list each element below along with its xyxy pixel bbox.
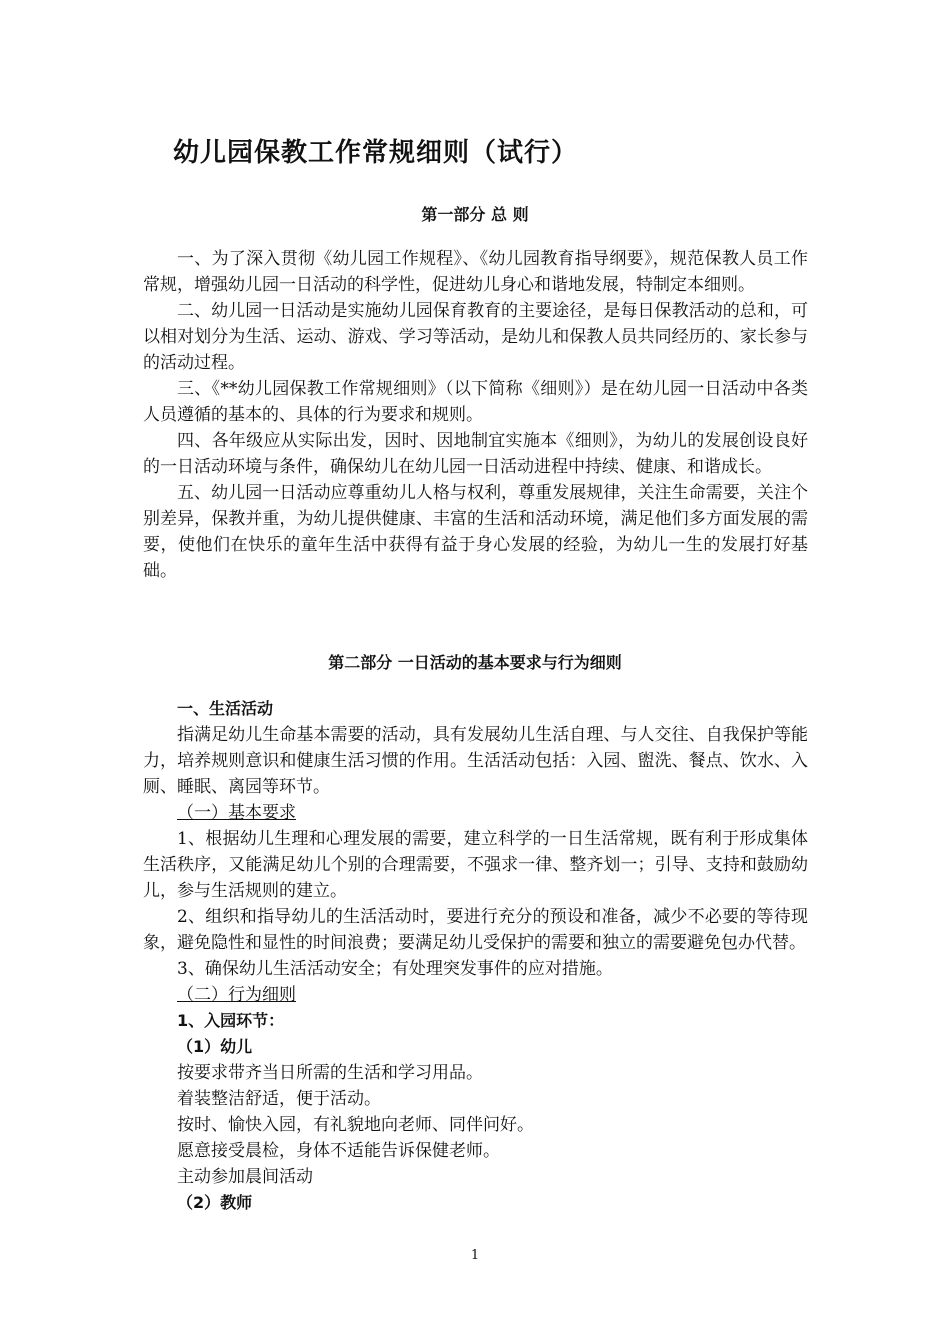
list-item: 主动参加晨间活动: [177, 1167, 313, 1187]
part1-body: [143, 246, 808, 584]
list-item: 着装整洁舒适，便于活动。: [177, 1089, 381, 1109]
paragraph: 2、组织和指导幼儿的生活活动时，要进行充分的预设和准备，减少不必要的等待现象，避免隐性和显性的时间浪费；要满足幼儿受保护的需要和独立的需要避免包办代替。: [143, 907, 808, 953]
subsection-title: （二）行为细则: [177, 985, 296, 1005]
list-item: 按要求带齐当日所需的生活和学习用品。: [177, 1063, 483, 1083]
subsection-title: （一）基本要求: [177, 803, 296, 823]
section-title: 一、生活活动: [177, 699, 274, 718]
paragraph: 一、为了深入贯彻《幼儿园工作规程》、《幼儿园教育指导纲要》，规范保教人员工作常规，增强幼儿园一日活动的科学性，促进幼儿身心和谐地发展，特制定本细则。: [143, 249, 808, 295]
list-item: 愿意接受晨检，身体不适能告诉保健老师。: [177, 1141, 500, 1161]
paragraph: 三、《**幼儿园保教工作常规细则》（以下简称《细则》）是在幼儿园一日活动中各类人员遵循的基本的、具体的行为要求和规则。: [143, 379, 808, 425]
paragraph: 1、根据幼儿生理和心理发展的需要，建立科学的一日生活常规，既有利于形成集体生活秩序，又能满足幼儿个别的合理需要，不强求一律、整齐划一；引导、支持和鼓励幼儿，参与生活规则的建立。: [143, 829, 808, 901]
part1-heading: 第一部分 总 则: [421, 205, 529, 224]
item-title: 1、入园环节：: [177, 1011, 285, 1030]
item-subtitle: （1）幼儿: [177, 1037, 253, 1056]
part2-body: [143, 696, 808, 1216]
paragraph: 二、幼儿园一日活动是实施幼儿园保育教育的主要途径，是每日保教活动的总和，可以相对划分为生活、运动、游戏、学习等活动，是幼儿和保教人员共同经历的、家长参与的活动过程。: [143, 301, 808, 373]
paragraph: 指满足幼儿生命基本需要的活动，具有发展幼儿生活自理、与人交往、自我保护等能力，培养规则意识和健康生活习惯的作用。生活活动包括：入园、盥洗、餐点、饮水、入厕、睡眠、离园等环节。: [143, 725, 808, 797]
page-number: 1: [470, 1248, 480, 1263]
paragraph: 四、各年级应从实际出发，因时、因地制宜实施本《细则》，为幼儿的发展创设良好的一日活动环境与条件，确保幼儿在幼儿园一日活动进程中持续、健康、和谐成长。: [143, 431, 808, 477]
item-subtitle: （2）教师: [177, 1193, 253, 1212]
part2-heading: 第二部分 一日活动的基本要求与行为细则: [328, 653, 622, 672]
paragraph: 3、确保幼儿生活活动安全；有处理突发事件的应对措施。: [177, 959, 613, 979]
paragraph: 五、幼儿园一日活动应尊重幼儿人格与权利，尊重发展规律，关注生命需要，关注个别差异，保教并重，为幼儿提供健康、丰富的生活和活动环境，满足他们多方面发展的需要，使他们在快乐的童年生活中获得有益于身心发展的经验，为幼儿一生的发展打好基础。: [143, 483, 808, 581]
list-item: 按时、愉快入园，有礼貌地向老师、同伴问好。: [177, 1115, 534, 1135]
document-title: 幼儿园保教工作常规细则（试行）: [173, 138, 579, 168]
